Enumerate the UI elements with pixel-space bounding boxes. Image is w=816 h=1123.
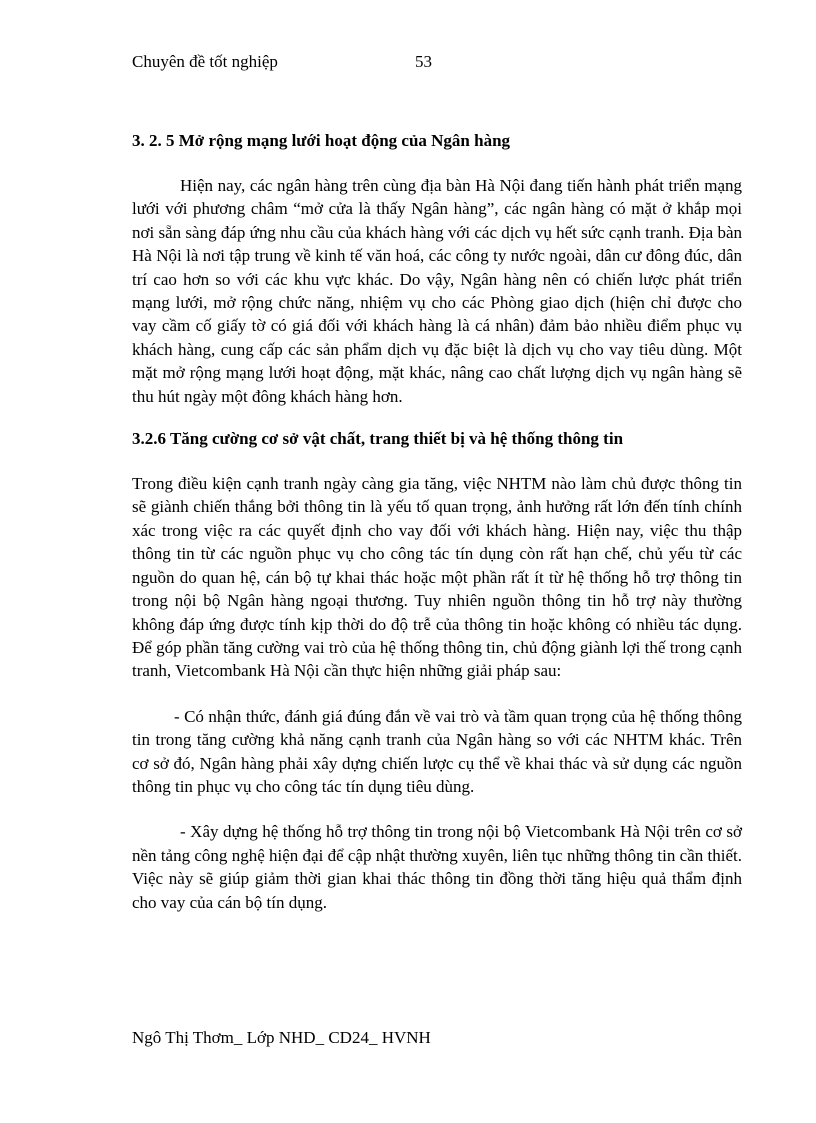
document-title: Chuyên đề tốt nghiệp: [132, 52, 278, 71]
section-heading-3-2-6: 3.2.6 Tăng cường cơ sở vật chất, trang thiết bị và hệ thống thông tin: [132, 429, 624, 449]
paragraph: Trong điều kiện cạnh tranh ngày càng gia tăng, việc NHTM nào làm chủ được thông tin sẽ giành chiến thắng bởi thông tin là yếu tố quan trọng, ảnh hưởng rất lớn đến tính chính xác trong việc ra các quyết định cho vay đối với khách hàng. Hiện nay, việc thu thập thông tin từ các nguồn phục vụ cho công tác tín dụng còn rất hạn chế, chủ yếu từ các nguồn do quan hệ, cán bộ tự khai thác hoặc một phần rất ít từ hệ thống hỗ trợ thông tin trong nội bộ Ngân hàng ngoại thương. Tuy nhiên nguồn thông tin hỗ trợ này thường không đáp ứng được tính kịp thời do độ trễ của thông tin hoặc không có nhiều tác dụng. Để góp phần tăng cường vai trò của hệ thống thông tin, chủ động giành lợi thế trong cạnh tranh, Vietcombank Hà Nội cần thực hiện những giải pháp sau:: [132, 474, 742, 681]
section-heading-3-2-5: 3. 2. 5 Mở rộng mạng lưới hoạt động của Ngân hàng: [132, 131, 511, 150]
page-number: 53: [415, 52, 432, 71]
paragraph: Hiện nay, các ngân hàng trên cùng địa bàn Hà Nội đang tiến hành phát triển mạng lưới với phương châm “mở cửa là thấy Ngân hàng”, các ngân hàng có mặt ở khắp mọi nơi sẵn sàng đáp ứng nhu cầu của khách hàng với các dịch vụ hết sức cạnh tranh. Địa bàn Hà Nội là nơi tập trung về kinh tế văn hoá, các công ty nước ngoài, dân cư đông đúc, dân trí cao hơn so với các khu vực khác. Do vậy, Ngân hàng nên có chiến lược phát triển mạng lưới, mở rộng chức năng, nhiệm vụ cho các Phòng giao dịch (hiện chỉ được cho vay cầm cố giấy tờ có giá đối với khách hàng là cá nhân) đảm bảo nhiều điểm phục vụ khách hàng, cung cấp các sản phẩm dịch vụ đặc biệt là dịch vụ cho vay tiêu dùng. Một mặt mở rộng mạng lưới hoạt động, mặt khác, nâng cao chất lượng dịch vụ ngân hàng sẽ thu hút ngày một đông khách hàng hơn.: [132, 176, 742, 406]
page-body: [132, 128, 742, 914]
bullet-paragraph: - Có nhận thức, đánh giá đúng đắn về vai trò và tầm quan trọng của hệ thống thông tin trong tăng cường khả năng cạnh tranh của Ngân hàng so với các NHTM khác. Trên cơ sở đó, Ngân hàng phải xây dựng chiến lược cụ thể về khai thác và sử dụng các nguồn thông tin phục vụ cho công tác tín dụng tiêu dùng.: [132, 706, 742, 796]
page-header: [132, 52, 732, 76]
page-footer: Ngô Thị Thơm_ Lớp NHD_ CD24_ HVNH: [132, 1028, 431, 1047]
bullet-paragraph: - Xây dựng hệ thống hỗ trợ thông tin trong nội bộ Vietcombank Hà Nội trên cơ sở nền tảng công nghệ hiện đại để cập nhật thường xuyên, liên tục những thông tin cần thiết. Việc này sẽ giúp giảm thời gian khai thác thông tin đồng thời tăng hiệu quả thẩm định cho vay của cán bộ tín dụng.: [132, 822, 742, 912]
